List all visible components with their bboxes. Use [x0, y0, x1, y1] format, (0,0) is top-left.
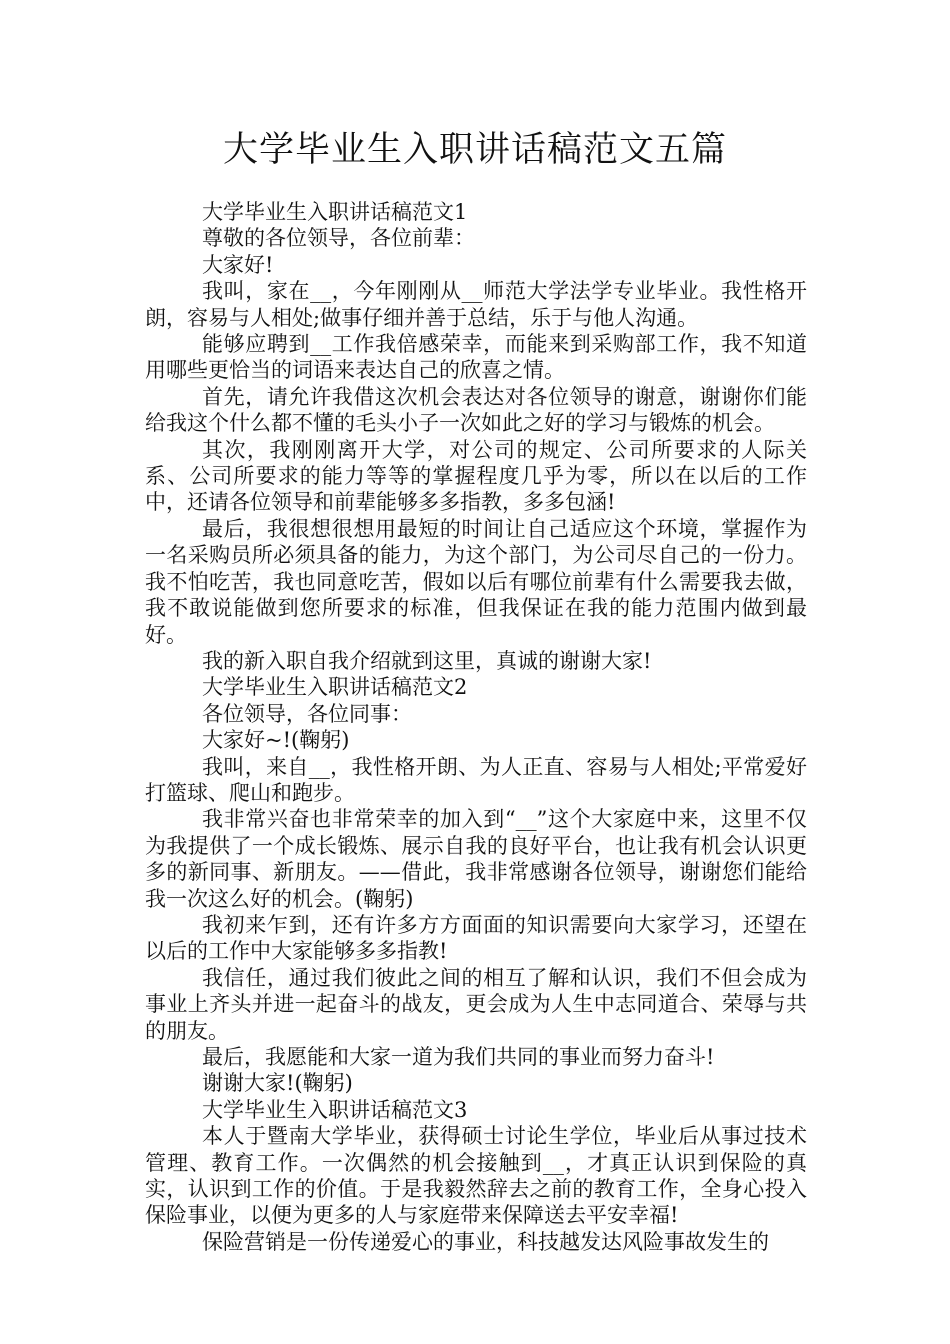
paragraph: 能够应聘到__工作我倍感荣幸，而能来到采购部工作，我不知道用哪些更恰当的词语来表达自己的欣喜之情。 [145, 332, 807, 383]
document-body [145, 199, 807, 1255]
greeting: 大家好~!(鞠躬) [202, 728, 350, 753]
paragraph: 我信任，通过我们彼此之间的相互了解和认识，我们不但会成为事业上齐头并进一起奋斗的战友，更会成为人生中志同道合、荣辱与共的朋友。 [145, 965, 807, 1043]
paragraph: 我叫，来自__，我性格开朗、为人正直、容易与人相处;平常爱好打篮球、爬山和跑步。 [145, 754, 807, 805]
section-heading-2: 大学毕业生入职讲话稿范文2 [202, 675, 468, 700]
paragraph: 我的新入职自我介绍就到这里，真诚的谢谢大家! [202, 648, 652, 673]
paragraph: 首先，请允许我借这次机会表达对各位领导的谢意，谢谢你们能给我这个什么都不懂的毛头小子一次如此之好的学习与锻炼的机会。 [145, 384, 807, 436]
section-heading-3: 大学毕业生入职讲话稿范文3 [202, 1097, 468, 1122]
salutation: 尊敬的各位领导，各位前辈： [202, 226, 475, 251]
greeting: 大家好! [202, 252, 274, 277]
closing: 谢谢大家!(鞠躬) [202, 1071, 353, 1096]
paragraph: 本人于暨南大学毕业，获得硕士讨论生学位，毕业后从事过技术管理、教育工作。一次偶然的机会接触到__，才真正认识到保险的真实，认识到工作的价值。于是我毅然辞去之前的教育工作，全身心投入保险事业，以便为更多的人与家庭带来保障送去平安幸福! [145, 1124, 807, 1228]
paragraph: 保险营销是一份传递爱心的事业，科技越发达风险事故发生的 [202, 1229, 769, 1254]
document-title: 大学毕业生入职讲话稿范文五篇 [222, 130, 727, 170]
paragraph: 我非常兴奋也非常荣幸的加入到“__”这个大家庭中来，这里不仅为我提供了一个成长锻炼、展示自我的良好平台，也让我有机会认识更多的新同事、新朋友。——借此，我非常感谢各位领导，谢谢您们能给我一次这么好的机会。(鞠躬) [145, 807, 807, 911]
paragraph: 最后，我很想很想用最短的时间让自己适应这个环境，掌握作为一名采购员所必须具备的能力，为这个部门，为公司尽自己的一份力。我不怕吃苦，我也同意吃苦，假如以后有哪位前辈有什么需要我去做，我不敢说能做到您所要求的标准，但我保证在我的能力范围内做到最好。 [145, 516, 807, 647]
section-heading-1: 大学毕业生入职讲话稿范文1 [202, 200, 468, 224]
paragraph: 最后，我愿能和大家一道为我们共同的事业而努力奋斗! [202, 1045, 715, 1069]
paragraph: 其次，我刚刚离开大学，对公司的规定、公司所要求的人际关系、公司所要求的能力等等的掌握程度几乎为零，所以在以后的工作中，还请各位领导和前辈能够多多指教，多多包涵! [145, 437, 807, 515]
paragraph: 我初来乍到，还有许多方方面面的知识需要向大家学习，还望在以后的工作中大家能够多多指教! [145, 912, 807, 964]
paragraph: 我叫，家在__，今年刚刚从__师范大学法学专业毕业。我性格开朗，容易与人相处;做事仔细并善于总结，乐于与他人沟通。 [145, 279, 807, 330]
salutation: 各位领导，各位同事： [202, 701, 412, 726]
